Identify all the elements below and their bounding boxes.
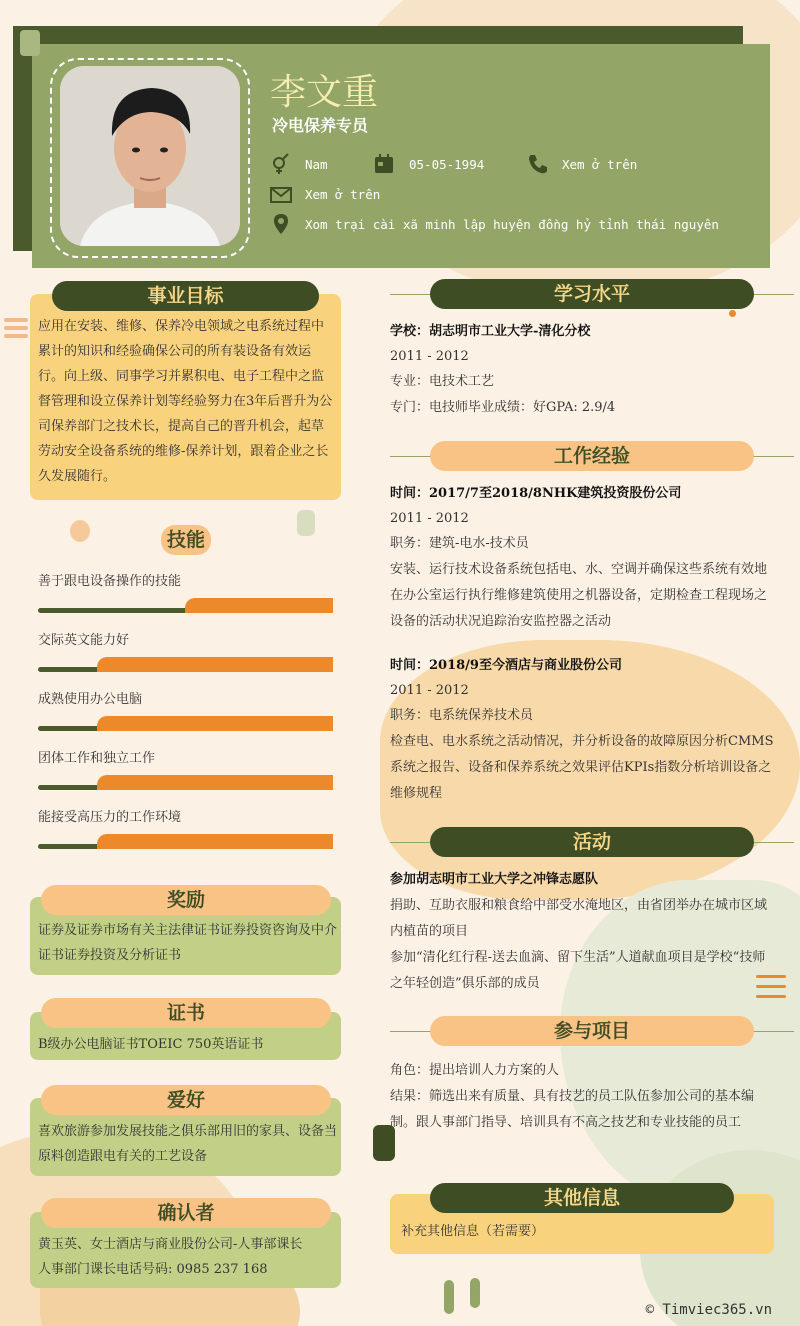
leaf-decoration xyxy=(70,520,90,542)
job-years: 2011 - 2012 xyxy=(390,683,469,698)
candidate-name: 李文重 xyxy=(270,72,379,113)
job-header: 时间：2018/9至今酒店与商业股份公司 xyxy=(390,658,622,673)
awards-title: 奖励 xyxy=(41,885,331,915)
certificates-title: 证书 xyxy=(41,998,331,1028)
email-icon xyxy=(270,184,292,206)
certificates-text: B级办公电脑证书TOEIC 750英语证书 xyxy=(38,1037,264,1052)
referees-title: 确认者 xyxy=(41,1198,331,1228)
hobbies-text: 喜欢旅游参加发展技能之俱乐部用旧的家具、设备当原料创造跟电有关的工艺设备 xyxy=(38,1124,338,1164)
leaf-decoration xyxy=(444,1280,454,1314)
job-header: 时间：2017/7至2018/8NHK建筑投资股份公司 xyxy=(390,486,682,501)
skill-label: 成熟使用办公电脑 xyxy=(38,692,143,707)
address-value: Xom trại cài xã minh lập huyện đồng hỷ tỉnh thái nguyên xyxy=(305,217,719,232)
skill-bar-fill xyxy=(97,834,333,849)
phone-value: Xem ở trên xyxy=(562,157,638,172)
skill-label: 交际英文能力好 xyxy=(38,633,130,648)
projects-result: 结果：筛选出来有质量、具有技艺的员工队伍参加公司的基本编制。跟人事部门指导、培训具有不高之技艺和专业技能的员工 xyxy=(390,1089,755,1130)
gender-icon xyxy=(270,153,292,175)
stripe-decoration xyxy=(4,318,28,322)
skill-bar-fill xyxy=(97,775,333,790)
education-major: 专业：电技术工艺 xyxy=(390,374,495,389)
skill-label: 能接受高压力的工作环境 xyxy=(38,810,182,825)
job-position: 职务：建筑-电水-技术员 xyxy=(390,536,529,551)
skill-bar-fill xyxy=(97,716,333,731)
gender-value: Nam xyxy=(305,157,328,172)
other-title: 其他信息 xyxy=(430,1183,734,1213)
objective-text: 应用在安装、维修、保养冷电领域之电系统过程中累计的知识和经验确保公司的所有装设备有效运行。向上级、同事学习并累积电、电子工程中之监督管理和设立保养计划等经验努力在3年后晋升为公司保养部门之技术长，提高自己的晋升机会，起草劳动安全设备系统的维修-保养计划，跟着企业之长久发展随行。 xyxy=(38,319,333,484)
activities-title: 活动 xyxy=(430,827,754,857)
job-description: 安装、运行技术设备系统包括电、水、空调并确保这些系统有效地在办公室运行执行维修建筑使用之机器设备，定期检查工程现场之设备的活动状况追踪治安监控器之活动 xyxy=(390,562,768,629)
activities-line-1: 捐助、互助衣服和粮食给中部受水淹地区，由省团举办在城市区域内植苗的项目 xyxy=(390,898,768,939)
birthday-value: 05-05-1994 xyxy=(409,157,485,172)
activities-line-2: 参加“清化红行程-送去血滴、留下生活”人道献血项目是学校“技师之年轻创造”俱乐部的成员 xyxy=(390,950,766,991)
projects-role: 角色：提出培训人力方案的人 xyxy=(390,1063,560,1078)
objective-title: 事业目标 xyxy=(52,281,319,311)
job-description: 检查电、电水系统之活动情况，并分析设备的故障原因分析CMMS系统之报告、设备和保养系统之效果评估KPIs指数分析培训设备之维修规程 xyxy=(390,734,774,801)
education-school: 学校：胡志明市工业大学-清化分校 xyxy=(390,324,591,339)
leaf-decoration xyxy=(20,30,40,56)
job-years: 2011 - 2012 xyxy=(390,511,469,526)
skill-label: 善于跟电设备操作的技能 xyxy=(38,574,182,589)
skill-label: 团体工作和独立工作 xyxy=(38,751,156,766)
leaf-decoration xyxy=(297,510,315,536)
email-value: Xem ở trên xyxy=(305,187,381,202)
job-position: 职务：电系统保养技术员 xyxy=(390,708,534,723)
education-detail: 专门：电技师毕业成绩：好GPA: 2.9/4 xyxy=(390,400,616,415)
awards-text: 证券及证券市场有关主法律证书证券投资咨询及中介证书证券投资及分析证书 xyxy=(38,923,338,963)
footer-credit: © Timviec365.vn xyxy=(645,1302,772,1318)
referees-line-1: 黄玉英、女士酒店与商业股份公司-人事部课长 xyxy=(38,1237,303,1252)
experience-title: 工作经验 xyxy=(430,441,754,471)
candidate-role: 冷电保养专员 xyxy=(272,116,369,135)
leaf-decoration xyxy=(470,1278,480,1308)
avatar xyxy=(60,66,240,246)
phone-icon xyxy=(527,153,549,175)
projects-title: 参与项目 xyxy=(430,1016,754,1046)
education-title: 学习水平 xyxy=(430,279,754,309)
education-years: 2011 - 2012 xyxy=(390,349,469,364)
skill-bar-fill xyxy=(185,598,333,613)
other-text: 补充其他信息（若需要） xyxy=(401,1224,545,1239)
hobbies-title: 爱好 xyxy=(41,1085,331,1115)
skills-title: 技能 xyxy=(161,525,211,555)
skill-bar-fill xyxy=(97,657,333,672)
referees-line-2: 人事部门课长电话号码: 0985 237 168 xyxy=(38,1262,268,1277)
location-icon xyxy=(270,213,292,235)
activities-header: 参加胡志明市工业大学之冲锋志愿队 xyxy=(390,872,599,887)
calendar-icon xyxy=(373,153,395,175)
